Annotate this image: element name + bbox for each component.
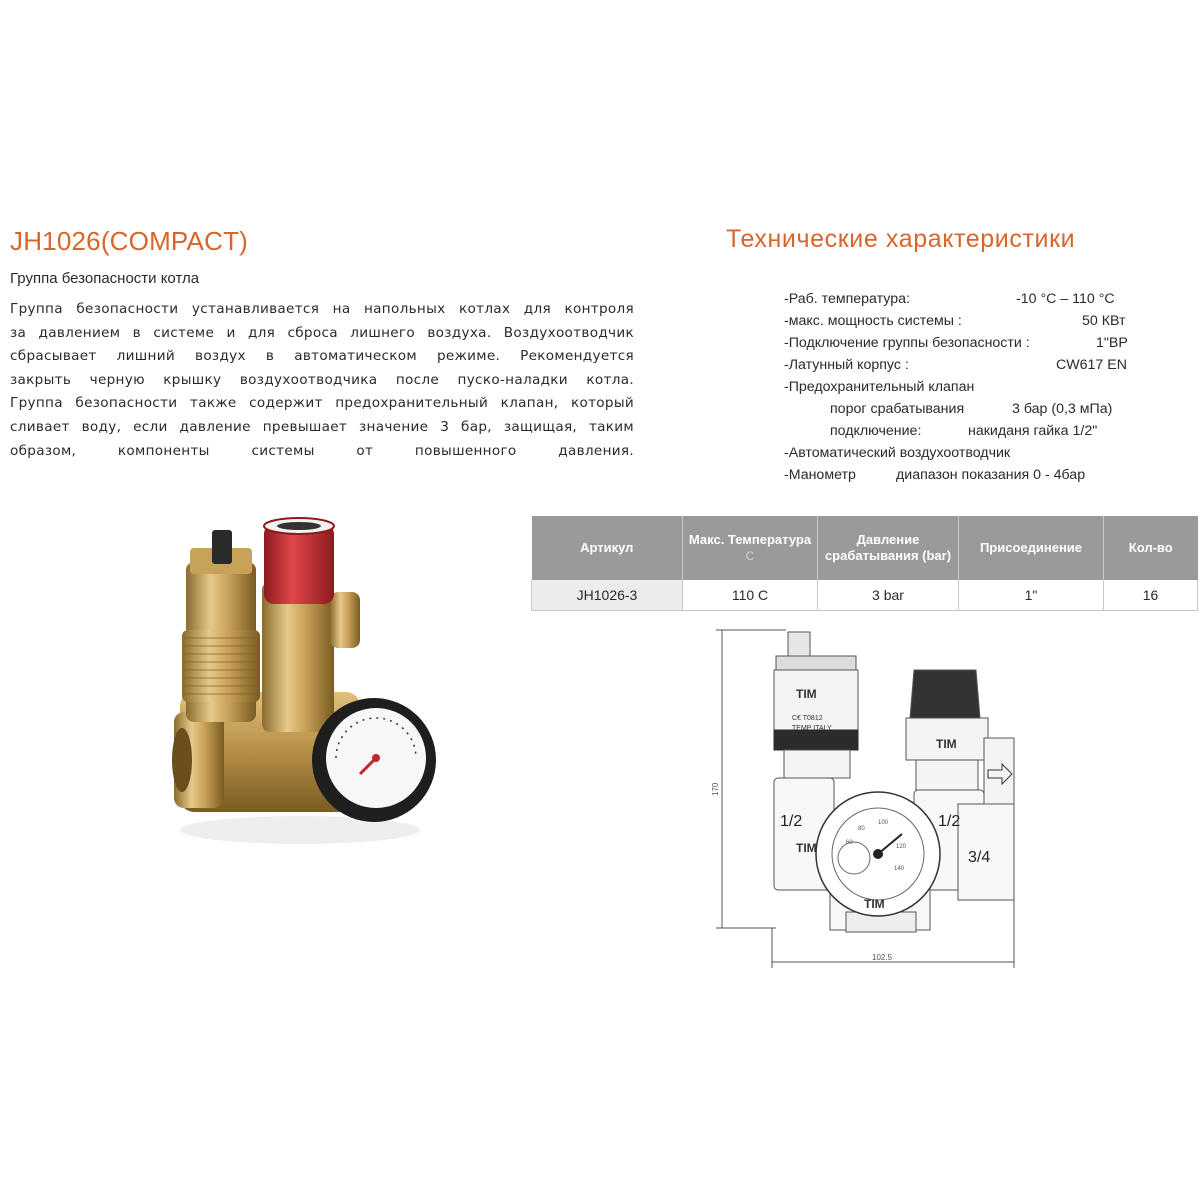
drawing-brand-body: TIM	[796, 841, 817, 855]
description-line: Группа безопасности также содержит предохранительный клапан, который	[10, 395, 634, 412]
cell-max-temp-value: 110	[731, 587, 755, 603]
spec-threshold-label: порог срабатывания	[830, 401, 965, 417]
technical-drawing	[696, 626, 1036, 976]
product-photo-image	[150, 512, 440, 852]
spec-max-power-label: -макс. мощность системы :	[784, 313, 962, 329]
spec-work-temp-label: -Раб. температура:	[784, 291, 910, 307]
header-article: Артикул	[532, 516, 683, 580]
spec-work-temp-value: -10 °C – 110 °C	[1016, 291, 1115, 307]
description-line: сливает воду, если давление превышает значение 3 бар, защищая, таким	[10, 418, 634, 435]
cell-pressure: 3 bar	[818, 580, 959, 611]
drawing-left-thread: 1/2	[780, 813, 803, 830]
header-max-temp-label: Макс. Температура	[688, 532, 812, 547]
drawing-width-dim: 102.5	[872, 953, 893, 962]
description-line: сбрасывает лишний воздух в автоматическом режиме. Рекомендуется	[10, 348, 634, 365]
header-pressure: Давление срабатывания (bar)	[818, 516, 959, 580]
table-row	[532, 580, 1198, 611]
gauge-tick-label: 120	[896, 844, 907, 850]
header-connection: Присоединение	[959, 516, 1104, 580]
spec-max-power-value: 50 КВт	[1082, 313, 1126, 329]
description-line: Группа безопасности устанавливается на напольных котлах для контроля	[10, 301, 634, 317]
spec-body-label: -Латунный корпус :	[784, 357, 909, 373]
table-header-row	[532, 516, 1198, 580]
cell-max-temp	[683, 580, 818, 611]
cell-qty: 16	[1104, 580, 1198, 611]
spec-valve-connection-value: накиданя гайка 1/2"	[968, 423, 1098, 439]
product-title: JH1026(COMPACT)	[10, 226, 249, 256]
spec-valve-connection-label: подключение:	[830, 423, 922, 439]
gauge-tick-label: 140	[894, 866, 905, 872]
description-line: за давлением в системе и для сброса лишнего воздуха. Воздухоотводчик	[10, 324, 634, 341]
spec-valve-label: -Предохранительный клапан	[784, 379, 975, 395]
drawing-right-thread: 1/2	[938, 813, 961, 830]
drawing-side-thread: 3/4	[968, 849, 991, 866]
drawing-ce-mark: C€ T0812	[792, 715, 823, 722]
spec-gauge-label: -Манометр	[784, 467, 856, 483]
description-line: закрыть черную крышку воздухоотводчика после пуско-наладки котла.	[10, 371, 634, 388]
drawing-made-in: TEMP ITALY	[792, 725, 832, 732]
drawing-height-dim: 170	[711, 782, 720, 796]
cell-article: JH1026-3	[532, 580, 683, 611]
gauge-tick-label: 80	[858, 826, 865, 832]
spec-table	[531, 516, 1198, 611]
header-qty: Кол-во	[1104, 516, 1198, 580]
gauge-tick-label: 60	[846, 840, 853, 846]
spec-air-vent-label: -Автоматический воздухоотводчик	[784, 445, 1011, 461]
spec-connection-value: 1"ВР	[1096, 335, 1128, 351]
cell-connection: 1"	[959, 580, 1104, 611]
product-subtitle: Группа безопасности котла	[10, 270, 200, 287]
specs-heading: Технические характеристики	[726, 225, 1076, 253]
gauge-tick-label: 100	[878, 820, 889, 826]
drawing-brand-gauge: TIM	[864, 897, 885, 911]
spec-body-value: CW617 EN	[1056, 357, 1127, 373]
spec-gauge-value: диапазон показания 0 - 4бар	[896, 467, 1086, 483]
spec-connection-label: -Подключение группы безопасности :	[784, 335, 1030, 351]
cell-max-temp-unit: C	[758, 587, 769, 603]
description-line: образом, компоненты системы от повышенного давления.	[10, 442, 634, 459]
header-max-temp-unit: C	[745, 549, 755, 563]
spec-threshold-value: 3 бар (0,3 мПа)	[1012, 401, 1113, 417]
header-max-temp	[683, 516, 818, 580]
product-description	[10, 298, 634, 463]
drawing-brand-valve: TIM	[936, 737, 957, 751]
drawing-brand-vent: TIM	[796, 687, 817, 701]
